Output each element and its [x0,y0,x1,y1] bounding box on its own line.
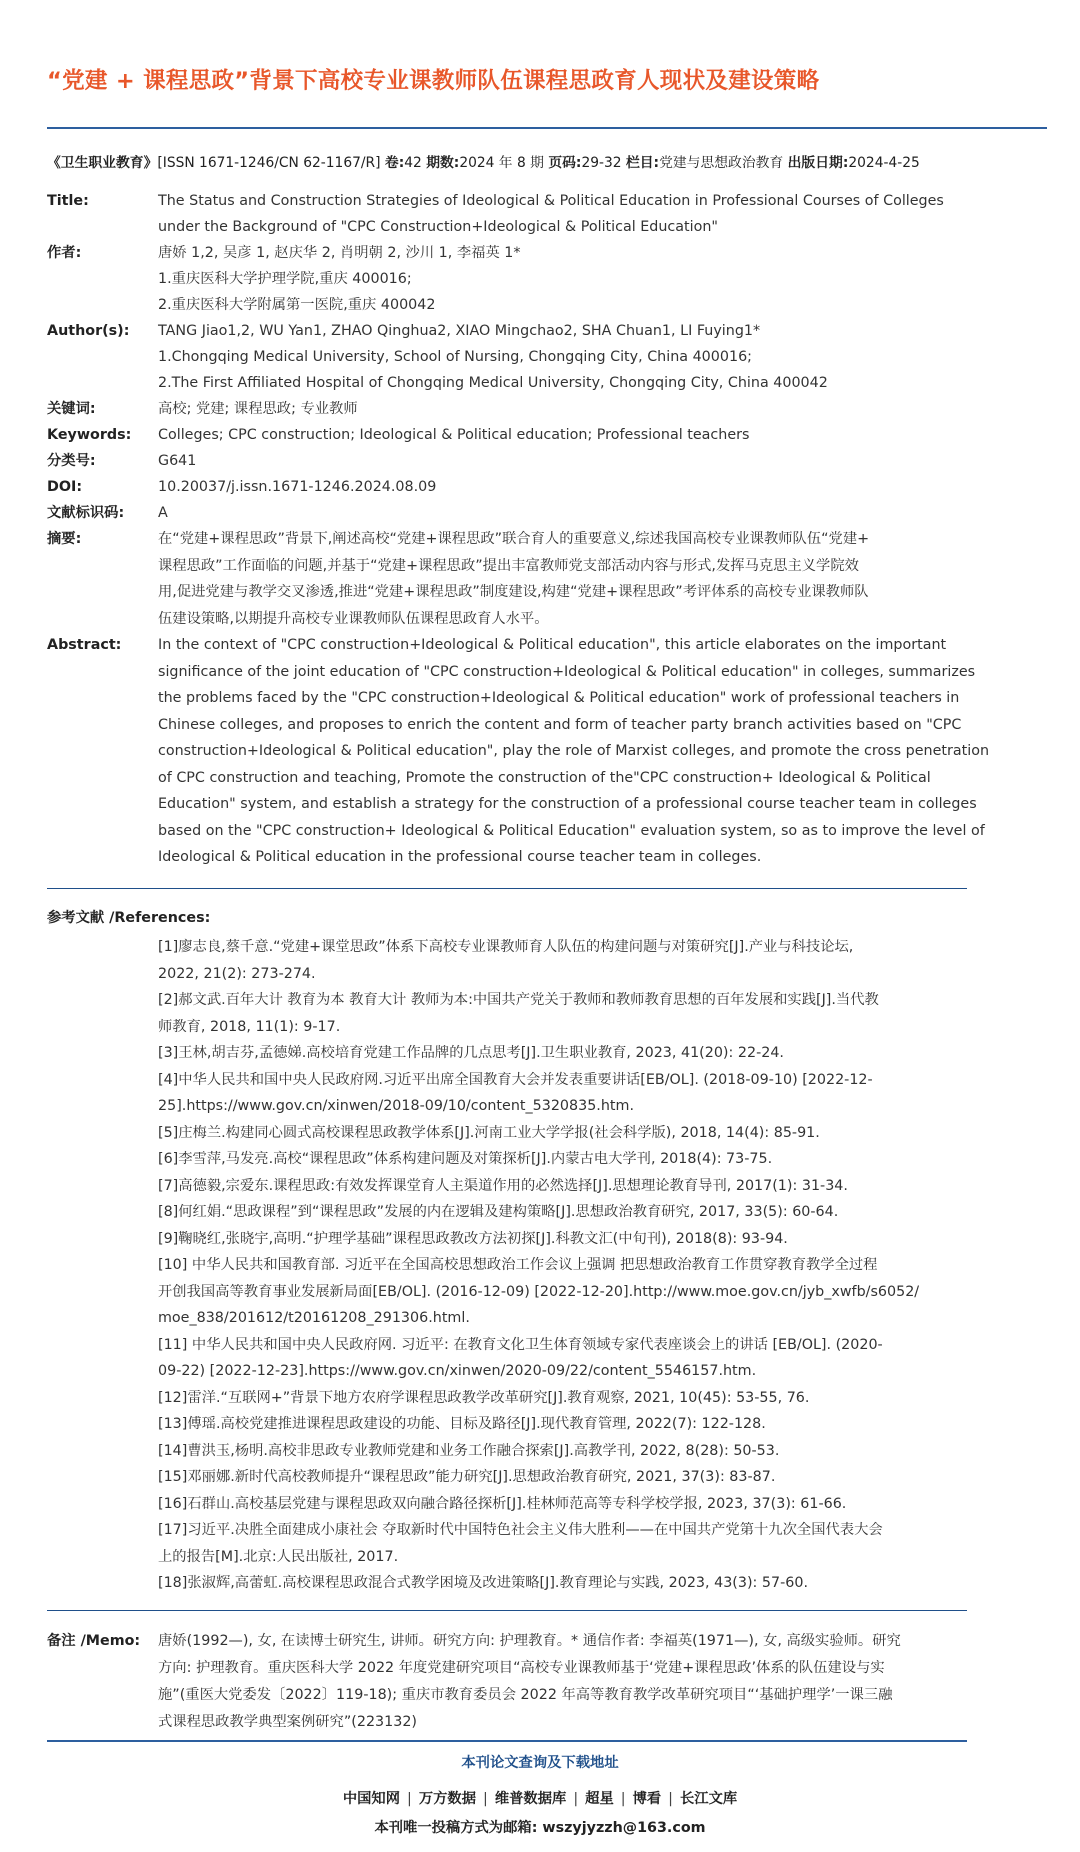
page-title: “党建 + 课程思政”背景下高校专业课教师队伍课程思政育人现状及建设策略 [47,68,820,94]
reference-line: [7]高德毅,宗爱东.课程思政:有效发挥课堂育人主渠道作用的必然选择[J].思想理论教育导刊, 2017(1): 31-34. [158,1177,848,1194]
abstract-cn-line: 伍建设策略,以期提升高校专业课教师队伍课程思政育人水平。 [158,610,549,627]
keywords-en: Colleges; CPC construction; Ideological & Political education; Professional teachers [158,427,750,443]
clc-label: 分类号: [47,453,96,469]
reference-line: 上的报告[M].北京:人民出版社, 2017. [158,1548,399,1565]
reference-item [158,1385,984,1412]
reference-item [158,1067,984,1120]
affiliation-cn: 1.重庆医科大学护理学院,重庆 400016; [158,271,412,287]
reference-line: [4]中华人民共和国中央人民政府网.习近平出席全国教育大会并发表重要讲话[EB/OL]. (2018-09-10) [2022-12- [158,1071,873,1088]
reference-item [158,1411,984,1438]
reference-item [158,1199,984,1226]
reference-item [158,1120,984,1147]
reference-line: moe_838/201612/t20161208_291306.html. [158,1310,470,1326]
reference-line: [3]王林,胡吉芬,孟德娣.高校培育党建工作品牌的几点思考[J].卫生职业教育, 2023, 41(20): 22-24. [158,1045,784,1061]
meta-abstract-en-row [47,632,990,871]
meta-keywords-cn-row [47,396,982,422]
reference-item [158,1173,984,1200]
reference-line: 09-22) [2022-12-23].https://www.gov.cn/xinwen/2020-09/22/content_5546157.htm. [158,1363,757,1379]
doi-label: DOI: [47,479,83,495]
abstract-en-line: the problems faced by the "CPC construction+Ideological & Political education" work of professional teachers in [158,690,960,706]
keywords-cn-label: 关键词: [47,401,96,417]
memo-block [47,1628,982,1736]
affiliation-en: 1.Chongqing Medical University, School of Nursing, Chongqing City, China 400016; [158,349,752,365]
footer-title: 本刊论文查询及下载地址 [461,1755,619,1771]
pages-label: 页码: [548,155,582,171]
abstract-en-line: Chinese colleges, and proposes to enrich the content and form of teacher party branch activities based on "CPC [158,716,962,733]
link-vip[interactable]: 维普数据库 [494,1791,567,1807]
reference-line: [2]郝文武.百年大计 教育为本 教育大计 教师为本:中国共产党关于教师和教师教育思想的百年发展和实践[J].当代教 [158,992,879,1008]
references-list [158,934,984,1597]
submission-email: 本刊唯一投稿方式为邮箱: wszyjyzzh@163.com [374,1820,706,1836]
abstract-en-line: Ideological & Political education in the professional course teacher team in colleges. [158,849,762,865]
abstract-en-line: In the context of "CPC construction+Ideological & Political education", this article elaborates on the important [158,637,947,653]
authors-cn: 唐娇 1,2, 吴彦 1, 赵庆华 2, 肖明朝 2, 沙川 1, 李福英 1* [158,245,521,261]
reference-line: [1]廖志良,蔡千意.“党建+课堂思政”体系下高校专业课教师育人队伍的构建问题与对策研究[J].产业与科技论坛, [158,939,854,955]
abstract-en-line: Education" system, and establish a strategy for the construction of a professional course teacher team in colleges [158,796,977,812]
abstract-en-label: Abstract: [47,637,122,653]
memo-line: 式课程思政教学典型案例研究”(223132) [158,1714,417,1730]
abstract-en-line: significance of the joint education of "CPC construction+Ideological & Political education" in colleges, summarizes [158,663,976,680]
abstract-en-line: of CPC construction and teaching, Promote the construction of the"CPC construction+ Ideological & Political [158,769,931,786]
reference-item [158,1146,984,1173]
reference-line: 2022, 21(2): 273-274. [158,965,316,982]
title-en-line: The Status and Construction Strategies of Ideological & Political Education in Professional Courses of Colleges [158,193,944,209]
reference-item [158,1252,984,1332]
column-label: 栏目: [625,155,660,171]
memo-row [47,1628,982,1736]
reference-item [158,1517,984,1570]
footer-separator: | [668,1791,673,1807]
abstract-cn-line: 在“党建+课程思政”背景下,阐述高校“党建+课程思政”联合育人的重要意义,综述我国高校专业课教师队伍“党建+ [158,531,870,547]
reference-line: [18]张淑辉,高蕾虹.高校课程思政混合式教学困境及改进策略[J].教育理论与实践, 2023, 43(3): 57-60. [158,1575,809,1591]
reference-item [158,1040,984,1067]
reference-line: [12]雷洋.“互联网+”背景下地方农府学课程思政教学改革研究[J].教育观察, 2021, 10(45): 53-55, 76. [158,1389,810,1406]
memo-line: 方向: 护理教育。重庆医科大学 2022 年度党建研究项目“高校专业课教师基于‘党建+课程思政’体系的队伍建设与实 [158,1660,885,1676]
authors-en-block [158,318,982,396]
reference-item [158,1332,984,1385]
reference-item [158,934,984,987]
references-heading: 参考文献 /References: [47,910,211,926]
reference-line: 开创我国高等教育事业发展新局面[EB/OL]. (2016-12-09) [2022-12-20].http://www.moe.gov.cn/jyb_xwfb/s6052/ [158,1283,920,1300]
memo-line: 施”(重医大党委发〔2022〕119-18); 重庆市教育委员会 2022 年高等教育教学改革研究项目“‘基础护理学’一课三融 [158,1687,893,1703]
meta-doi-row [47,474,982,500]
reference-line: [14]曹洪玉,杨明.高校非思政专业教师党建和业务工作融合探索[J].高教学刊, 2022, 8(28): 50-53. [158,1442,780,1459]
link-wanfang[interactable]: 万方数据 [418,1791,477,1807]
reference-line: [15]邓丽娜.新时代高校教师提升“课程思政”能力研究[J].思想政治教育研究, 2021, 37(3): 83-87. [158,1469,776,1485]
reference-line: [17]习近平.决胜全面建成小康社会 夺取新时代中国特色社会主义伟大胜利——在中国共产党第十九次全国代表大会 [158,1522,883,1538]
issue: 2024 年 8 期 [459,155,544,171]
date-label: 出版日期: [787,155,849,171]
title-en-line: under the Background of "CPC Construction+Ideological & Political Education" [158,219,719,235]
pages: 29-32 [581,155,622,171]
doi-value: 10.20037/j.issn.1671-1246.2024.08.09 [158,479,437,495]
title-en-label: Title: [47,193,89,209]
keywords-cn: 高校; 党建; 课程思政; 专业教师 [158,401,358,417]
reference-line: [9]鞠晓红,张晓宇,高明.“护理学基础”课程思政教改方法初探[J].科教文汇(中旬刊), 2018(8): 93-94. [158,1230,788,1247]
reference-line: 25].https://www.gov.cn/xinwen/2018-09/10/content_5320835.htm. [158,1098,634,1114]
abstract-en-line: construction+Ideological & Political education", play the role of Marxist colleges, and promote the cross penetration [158,743,990,759]
link-chaoxing[interactable]: 超星 [585,1791,614,1807]
reference-line: [8]何红娟.“思政课程”到“课程思政”发展的内在逻辑及建构策略[J].思想政治教育研究, 2017, 33(5): 60-64. [158,1204,839,1220]
reference-item [158,1570,984,1597]
abstract-cn-line: 课程思政”工作面临的问题,并基于“党建+课程思政”提出丰富教师党支部活动内容与形式,发挥马克思主义学院效 [158,557,859,574]
link-changjiang[interactable]: 长江文库 [680,1791,738,1807]
abstract-en [158,632,989,871]
authors-cn-block [158,240,982,318]
memo-text [158,1628,982,1736]
reference-line: [11] 中华人民共和国中央人民政府网. 习近平: 在教育文化卫生体育领域专家代表座谈会上的讲话 [EB/OL]. (2020- [158,1336,883,1353]
link-cnki[interactable]: 中国知网 [342,1791,400,1807]
meta-authors-en-row [47,318,982,396]
footer [0,1750,1080,1840]
document-code-label: 文献标识码: [47,505,125,521]
references-divider [47,1610,967,1611]
reference-item [158,1464,984,1491]
reference-line: [10] 中华人民共和国教育部. 习近平在全国高校思想政治工作会议上强调 把思想政治教育工作贯穿教育教学全过程 [158,1257,878,1273]
authors-cn-label: 作者: [47,245,82,261]
abstract-cn-line: 用,促进党建与教学交叉渗透,推进“党建+课程思政”制度建设,构建“党建+课程思政”考评体系的高校专业课教师队 [158,584,869,600]
journal-name: 《卫生职业教育》 [47,155,158,171]
footer-separator: | [407,1791,412,1807]
clc-number: G641 [158,453,197,469]
citation-line [47,152,1047,174]
footer-separator: | [573,1791,579,1807]
reference-line: [13]傅瑶.高校党建推进课程思政建设的功能、目标及路径[J].现代教育管理, 2022(7): 122-128. [158,1416,766,1432]
meta-clc-row [47,448,982,474]
reference-line: [5]庄梅兰.构建同心圆式高校课程思政教学体系[J].河南工业大学学报(社会科学版), 2018, 14(4): 85-91. [158,1124,820,1141]
meta-abstract-cn-row [47,526,982,632]
document-code: A [158,505,168,521]
reference-line: [6]李雪萍,马发亮.高校“课程思政”体系构建问题及对策探析[J].内蒙古电大学刊, 2018(4): 73-75. [158,1151,773,1167]
authors-en-label: Author(s): [47,323,130,339]
memo-divider [47,1740,967,1742]
meta-title-row [47,188,982,240]
footer-links [0,1786,1080,1812]
abstract-cn [158,526,982,632]
column: 党建与思想政治教育 [659,155,784,171]
reference-item [158,987,984,1040]
publish-date: 2024-4-25 [848,155,920,171]
abstract-cn-label: 摘要: [47,531,82,547]
memo-line: 唐娇(1992—), 女, 在读博士研究生, 讲师。研究方向: 护理教育。* 通信作者: 李福英(1971—), 女, 高级实验师。研究 [158,1633,901,1649]
affiliation-cn: 2.重庆医科大学附属第一医院,重庆 400042 [158,297,436,313]
volume: 42 [404,155,422,171]
title-en [158,188,982,240]
reference-line: [16]石群山.高校基层党建与课程思政双向融合路径探析[J].桂林师范高等专科学校学报, 2023, 37(3): 61-66. [158,1495,847,1512]
reference-item [158,1438,984,1465]
abstract-divider [47,888,967,889]
meta-keywords-en-row [47,422,982,448]
title-divider [47,127,1047,129]
reference-line: 师教育, 2018, 11(1): 9-17. [158,1018,341,1035]
issn: [ISSN 1671-1246/CN 62-1167/R] [157,155,381,171]
meta-code-row [47,500,982,526]
link-bookan[interactable]: 博看 [632,1791,662,1807]
article-metadata [47,188,990,871]
meta-authors-cn-row [47,240,982,318]
abstract-en-line: based on the "CPC construction+ Ideological & Political Education" evaluation system, so as to improve the level of [158,822,985,839]
memo-label: 备注 /Memo: [47,1633,141,1649]
volume-label: 卷: [384,155,405,171]
footer-separator: | [483,1791,488,1807]
affiliation-en: 2.The First Affiliated Hospital of Chongqing Medical University, Chongqing City, China 400042 [158,375,828,391]
issue-label: 期数: [426,155,460,171]
authors-en: TANG Jiao1,2, WU Yan1, ZHAO Qinghua2, XIAO Mingchao2, SHA Chuan1, LI Fuying1* [158,323,761,339]
reference-item [158,1226,984,1253]
keywords-en-label: Keywords: [47,427,132,443]
reference-item [158,1491,984,1518]
footer-separator: | [620,1791,626,1807]
